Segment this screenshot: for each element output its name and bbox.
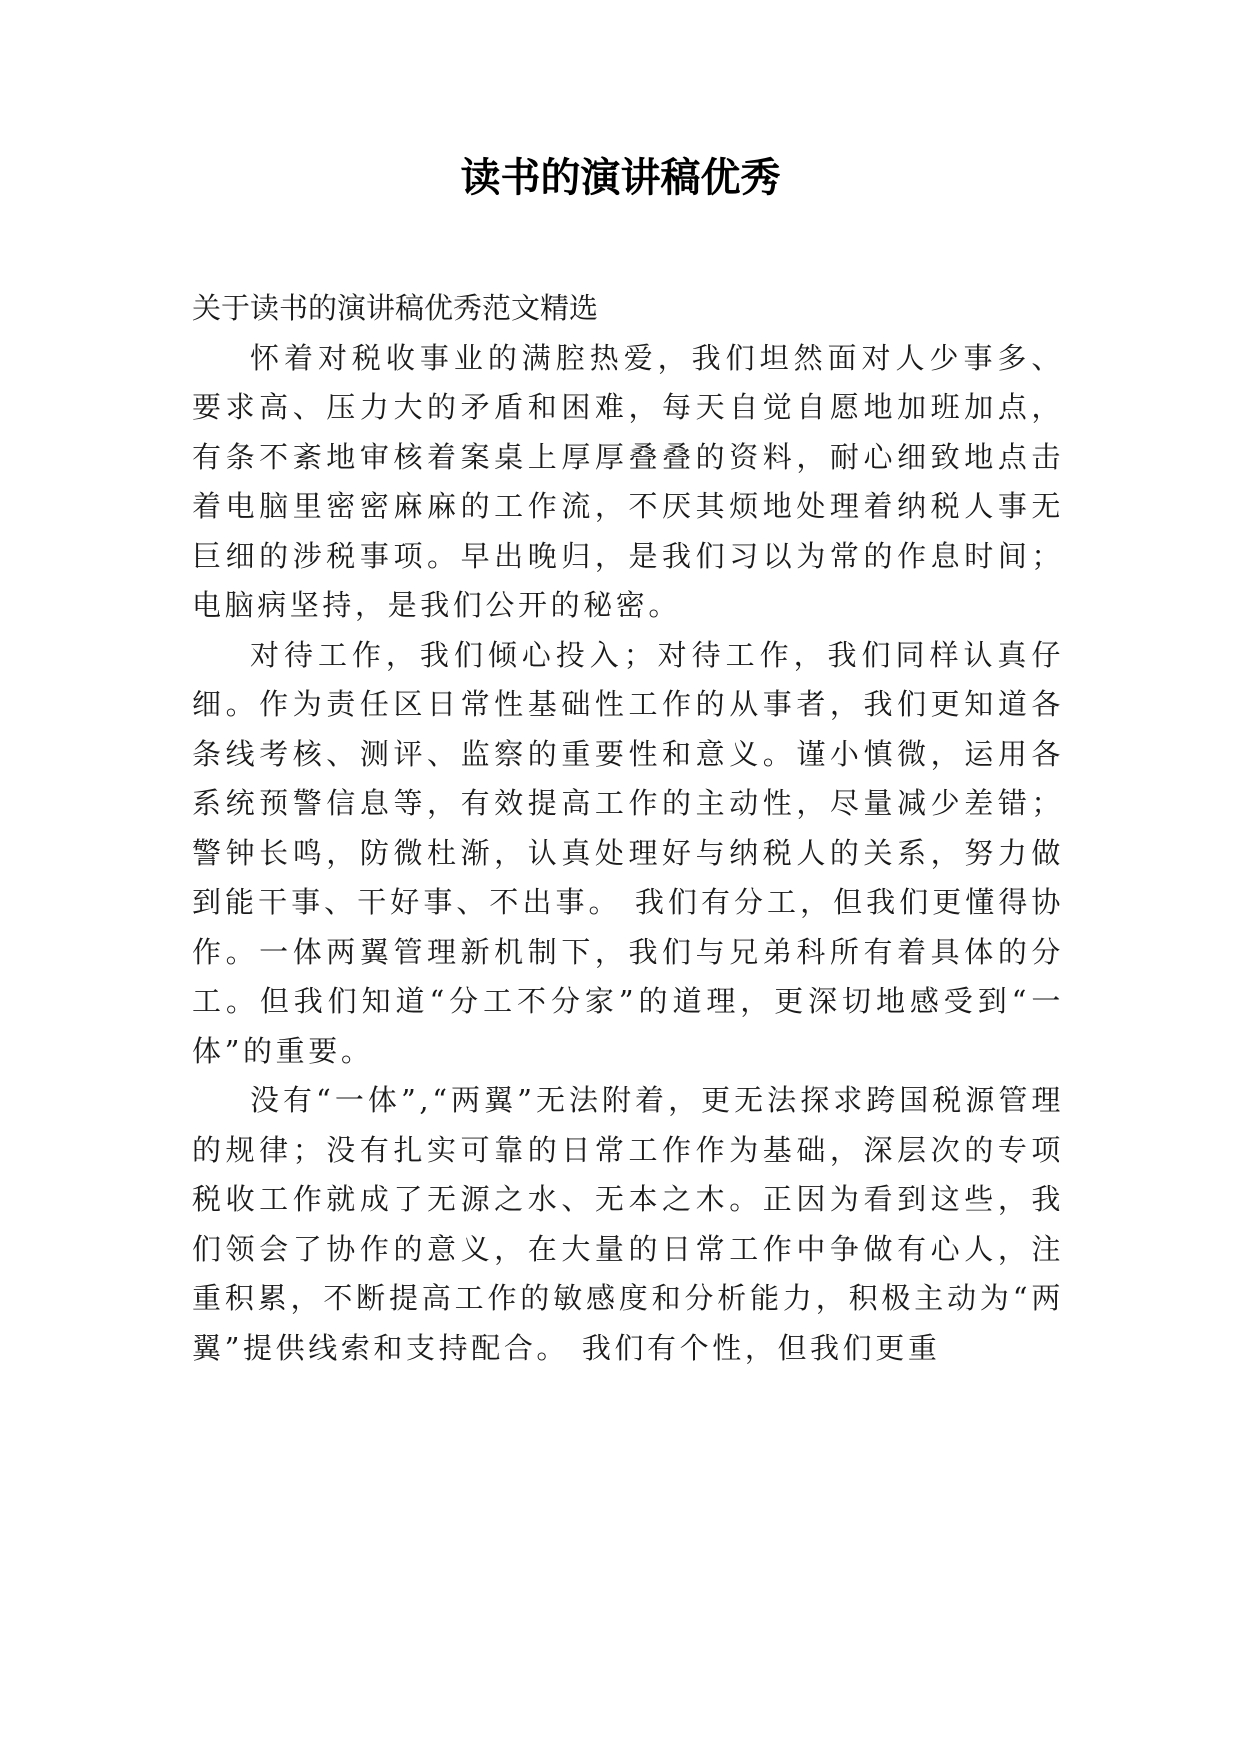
paragraph: 没有“一体”,“两翼”无法附着，更无法探求跨国税源管理的规律；没有扎实可靠的日常工作作为基础，深层次的专项税收工作就成了无源之水、无本之木。正因为看到这些，我们领会了协作的意义，在大量的日常工作中争做有心人，注重积累，不断提高工作的敏感度和分析能力，积极主动为“两翼”提供线索和支持配合。 我们有个性，但我们更重 <box>192 1083 1064 1365</box>
paragraph: 对待工作，我们倾心投入；对待工作，我们同样认真仔细。作为责任区日常性基础性工作的从事者，我们更知道各条线考核、测评、监察的重要性和意义。谨小慎微，运用各系统预警信息等，有效提高工作的主动性，尽量减少差错；警钟长鸣，防微杜渐，认真处理好与纳税人的关系，努力做到能干事、干好事、不出事。 我们有分工，但我们更懂得协作。一体两翼管理新机制下，我们与兄弟科所有着具体的分工。但我们知道“分工不分家”的道理，更深切地感受到“一体”的重要。 <box>192 637 1064 1068</box>
paragraph: 怀着对税收事业的满腔热爱，我们坦然面对人少事多、要求高、压力大的矛盾和困难，每天自觉自愿地加班加点，有条不紊地审核着案桌上厚厚叠叠的资料，耐心细致地点击着电脑里密密麻麻的工作流，不厌其烦地处理着纳税人事无巨细的涉税事项。早出晚归，是我们习以为常的作息时间；电脑病坚持，是我们公开的秘密。 <box>192 340 1064 622</box>
document-title: 读书的演讲稿优秀 <box>460 155 781 201</box>
document-subtitle: 关于读书的演讲稿优秀范文精选 <box>192 291 599 325</box>
document-body <box>192 284 1064 1373</box>
